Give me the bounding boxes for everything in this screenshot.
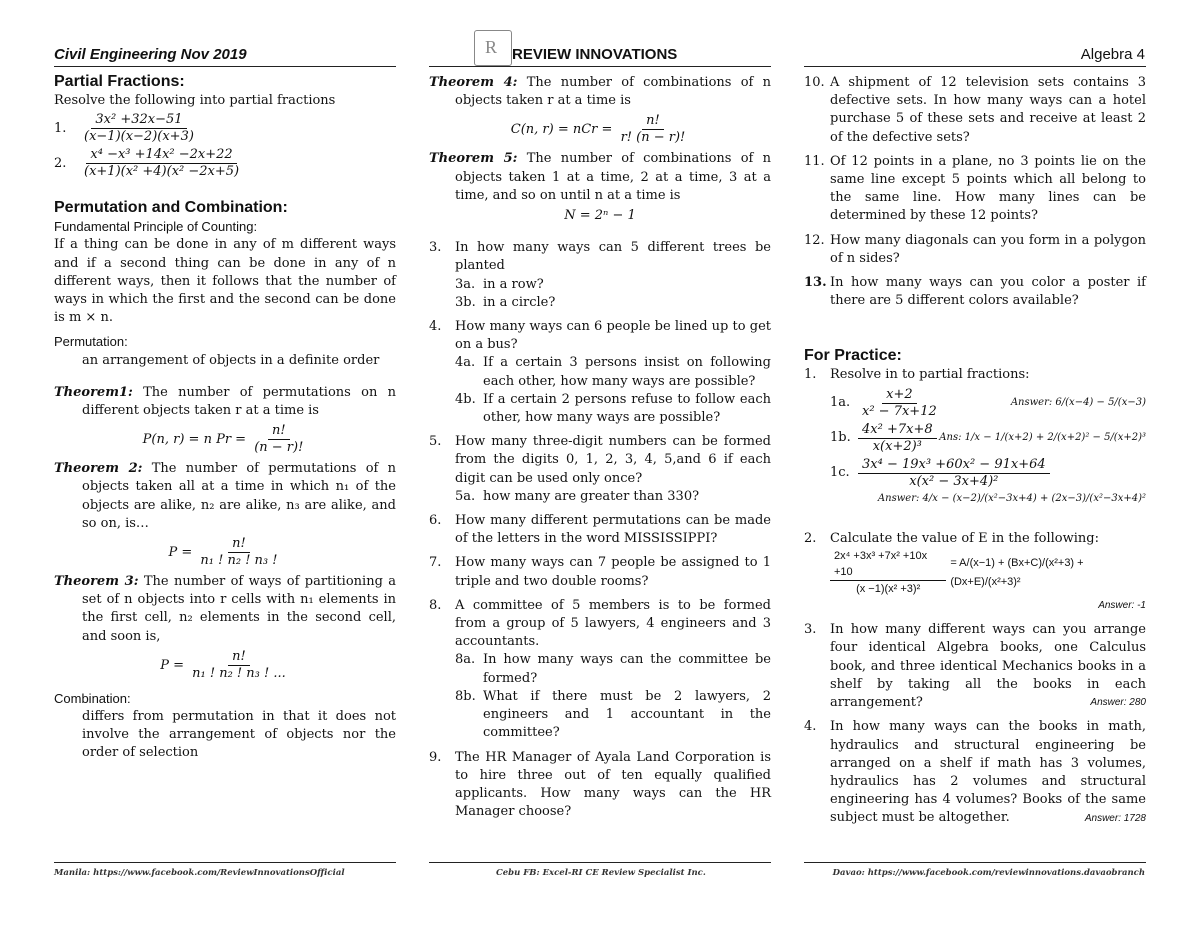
- question-7: 7. How many ways can 7 people be assigned to 1 triple and two double rooms?: [429, 555, 771, 589]
- combination-definition: differs from permutation in that it does not involve the arrangement of objects nor the order of selection: [82, 709, 396, 761]
- theorem-2-formula: P = $\frac{n!}{\text{n₁ ! n₂ ! n₃ !}}$: [168, 536, 278, 569]
- practice-3-answer: Answer: 280: [1090, 697, 1146, 709]
- question-11: 11. Of 12 points in a plane, no 3 points lie on the same line except 5 points which all belong to the same line. How many lines can be determined by these 12 points?: [804, 153, 1146, 224]
- pf-item-1: 1. $\frac{\text{3x² +32x−51}}{(x-1)(x-2)(x+3)}$: [54, 112, 396, 145]
- footer-manila-link[interactable]: Manila: https://www.facebook.com/ReviewInnovationsOfficial: [54, 868, 345, 878]
- column-right: [804, 74, 1146, 828]
- header-rule-right: [804, 66, 1146, 67]
- practice-3: 3. In how many different ways can you arrange four identical Algebra books, one Calculus book, and three identical Mechanics books in a shelf by taking all the books in each arrangement?: [804, 622, 1146, 711]
- question-4a: 4a. If a certain 3 persons insist on following each other, how many ways are possible?: [455, 355, 771, 389]
- header-course-title: Civil Engineering Nov 2019: [54, 46, 247, 63]
- practice-4: 4. In how many ways can the books in math, hydraulics and structural engineering be arranged on a shelf if math has 3 volumes, hydraulics has 2 volumes and structural engineering has 4 volumes? Books of the same subject must be altogether.: [804, 719, 1146, 826]
- pf-intro: Resolve the following into partial fractions: [54, 93, 336, 108]
- review-innovations-logo: R: [474, 30, 512, 66]
- practice-1c-answer: Answer: 4/x − (x−2)/(x²−3x+4) + (2x−3)/(x²−3x+4)²: [877, 492, 1146, 504]
- footer-rule-right: [804, 862, 1146, 863]
- header-rule-center: [429, 66, 771, 67]
- footer-rule-left: [54, 862, 396, 863]
- pf-2-denominator: (x+1)(x² +4)(x² −2x+5): [84, 164, 240, 180]
- theorem-1-formula: P(n, r) = n Pr = $\frac{n!}{(n - r)!}$: [142, 423, 304, 456]
- pf-1-numerator: 3x² +32x−51: [91, 112, 186, 129]
- column-left: [54, 72, 396, 763]
- footer-rule-center: [429, 862, 771, 863]
- question-10: 10. A shipment of 12 television sets contains 3 defective sets. In how many ways can a hotel purchase 5 of these sets and receive at least 2 of the defective sets?: [804, 75, 1146, 145]
- theorem-2: Theorem 2: The number of permutations of n objects taken all at a time in which n₁ of the objects are alike, n₂ are alike, n₃ are alike, and so on, is…: [54, 461, 396, 531]
- permutation-definition: an arrangement of objects in a definite order: [82, 352, 380, 368]
- header-rule-left: [54, 66, 396, 67]
- question-6: 6. How many different permutations can be made of the letters in the word MISSISSIPPI?: [429, 513, 771, 547]
- question-3: 3. In how many ways can 5 different trees be planted: [429, 240, 771, 274]
- header-subject: Algebra 4: [1080, 46, 1145, 63]
- practice-1c: 1c. $\frac{\text{3x⁴ − 19x³ +60x² − 91x+64}}{\text{x(x² − 3x+4)²}}$: [804, 457, 1146, 490]
- practice-4-answer: Answer: 1728: [1084, 812, 1146, 824]
- question-12: 12. How many diagonals can you form in a polygon of n sides?: [804, 232, 1146, 266]
- question-8: 8. A committee of 5 members is to be formed from a group of 5 lawyers, 4 engineers and 3 accountants.: [429, 597, 771, 650]
- pf-item-2: 2. $\frac{\text{x⁴ −x³ +14x² −2x+22}}{\text{(x+1)(x² +4)(x² −2x+5)}}$: [54, 147, 396, 180]
- practice-1a-answer: Answer: 6/(x−4) − 5/(x−3): [1010, 397, 1146, 409]
- pf-1-denominator: (x−1)(x−2)(x+3): [84, 129, 194, 145]
- theorem-5: Theorem 5: The number of combinations of n objects taken 1 at a time, 2 at a time, 3 at a time, and so on until n at a time is: [429, 151, 771, 203]
- question-5a: 5a. how many are greater than 330?: [455, 488, 700, 504]
- practice-1a: 1a. $\frac{x+2}{\text{x² − 7x+12}}$ Answer: 6/(x−4) − 5/(x−3): [830, 386, 1146, 419]
- theorem-4-formula: C(n, r) = nCr = $\frac{n!}{r! (n - r)!}$: [510, 113, 686, 146]
- footer-davao-link[interactable]: Davao: https://www.facebook.com/reviewinnovations.davaobranch: [832, 868, 1145, 878]
- question-4: 4. How many ways can 6 people be lined up to get on a bus?: [429, 319, 771, 353]
- theorem-3-formula: P = $\frac{n!}{\text{n₁ ! n₂ ! n₃ ! ...}}$: [160, 648, 286, 681]
- practice-1b: 1b. $\frac{\text{4x² +7x+8}}{\text{x(x+2)³}}$ Ans: 1/x − 1/(x+2) + 2/(x+2)² − 5/(x+2)³: [830, 421, 1146, 454]
- fpc-text: If a thing can be done in any of m different ways and if a second thing can be done in any of n different ways, then it follows that the number of ways in which the first and the second can be done is m × n.: [54, 237, 396, 326]
- question-8b: 8b. What if there must be 2 lawyers, 2 engineers and 1 accountant in the committee?: [455, 688, 771, 741]
- question-8a: 8a. In how many ways can the committee be formed?: [455, 652, 771, 686]
- combination-label: Combination:: [54, 690, 131, 706]
- section-title-partial-fractions: Partial Fractions:: [54, 73, 185, 90]
- theorem-3: Theorem 3: The number of ways of partitioning a set of n objects into r cells with n₁ elements in the first cell, n₂ elements in the second cell, and soon is,: [54, 574, 396, 644]
- theorem-4: Theorem 4: The number of combinations of n objects taken r at a time is: [429, 75, 771, 109]
- permutation-label: Permutation:: [54, 334, 128, 350]
- practice-2-equation: $\frac{\text{2x⁴ +3x³ +7x² +10x +10}}{\text{(x −1)(x² +3)²}}$ = A/(x−1) + (Bx+C)/(x²+3) + (Dx+E)/(x²+3)²: [804, 548, 1146, 597]
- theorem-5-formula: N = 2ⁿ − 1: [564, 208, 636, 224]
- question-9: 9. The HR Manager of Ayala Land Corporation is to hire three out of ten equally qualified applicants. How many ways can the HR Manager choose?: [429, 749, 771, 820]
- practice-2-answer: Answer: -1: [1098, 600, 1146, 612]
- column-center: [429, 74, 771, 821]
- question-3b: 3b. in a circle?: [455, 294, 556, 310]
- practice-2: 2. Calculate the value of E in the following:: [804, 530, 1099, 546]
- footer-cebu-link[interactable]: Cebu FB: Excel-RI CE Review Specialist Inc.: [496, 868, 706, 878]
- question-13: 13. In how many ways can you color a poster if there are 5 different colors available?: [804, 275, 1146, 309]
- question-5: 5. How many three-digit numbers can be formed from the digits 0, 1, 2, 3, 4, 5,and 6 if each digit can be used only once?: [429, 434, 771, 486]
- practice-1b-answer: Ans: 1/x − 1/(x+2) + 2/(x+2)² − 5/(x+2)³: [939, 432, 1146, 444]
- question-3a: 3a. in a row?: [455, 276, 544, 292]
- practice-1: 1. Resolve in to partial fractions:: [804, 367, 1030, 383]
- question-4b: 4b. If a certain 2 persons refuse to follow each other, how many ways are possible?: [455, 391, 771, 426]
- section-title-for-practice: For Practice:: [804, 347, 902, 365]
- pf-2-numerator: x⁴ −x³ +14x² −2x+22: [86, 147, 236, 164]
- section-title-perm-comb: Permutation and Combination:: [54, 199, 288, 217]
- theorem-1: Theorem1: The number of permutations on n different objects taken r at a time is: [54, 384, 396, 419]
- header-brand: REVIEW INNOVATIONS: [512, 46, 678, 63]
- fpc-label: Fundamental Principle of Counting:: [54, 219, 258, 235]
